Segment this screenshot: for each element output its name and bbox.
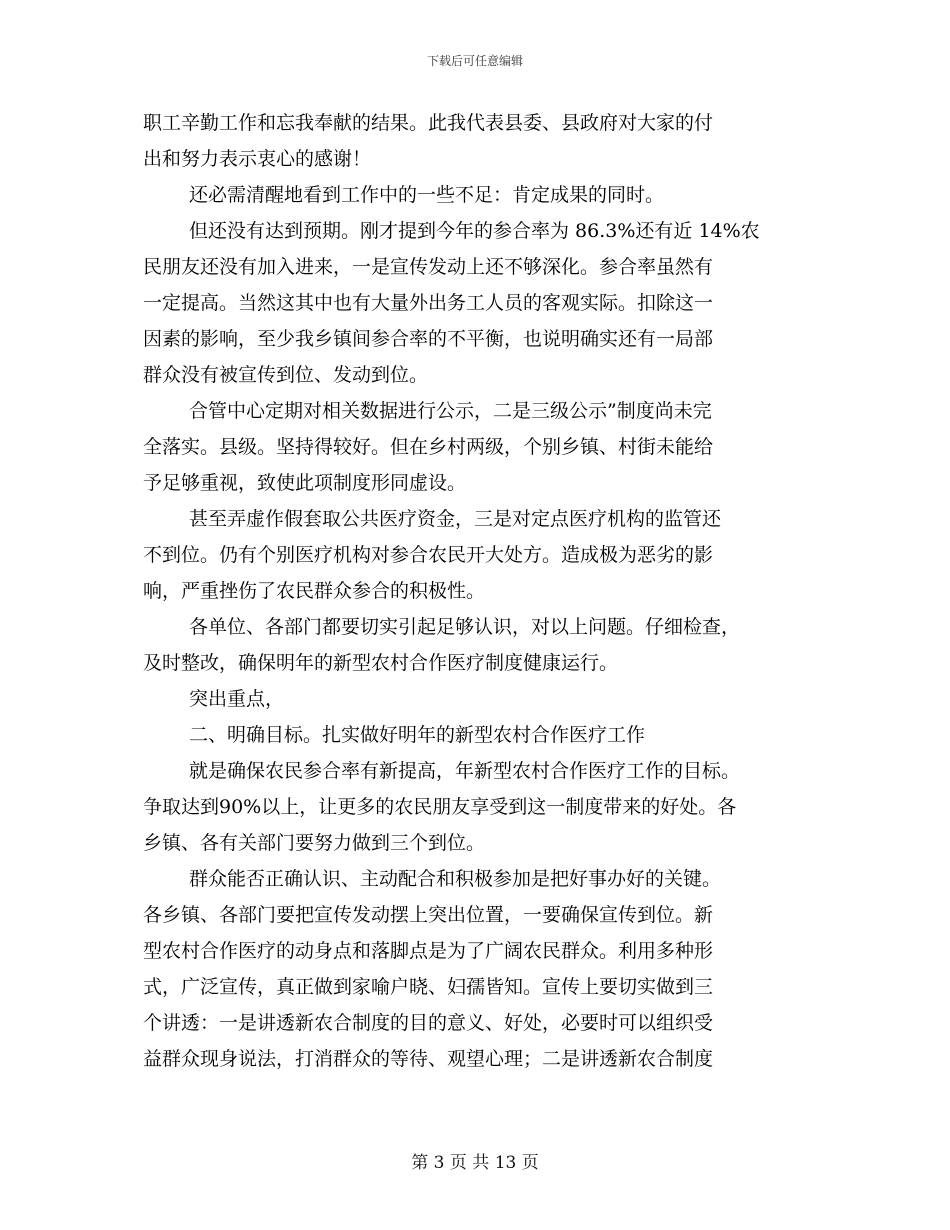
text-line: 型农村合作医疗的动身点和落脚点是为了广阔农民群众。利用多种形 (143, 940, 714, 962)
text-line: 响，严重挫伤了农民群众参合的积极性。 (143, 580, 486, 602)
text-line: 及时整改，确保明年的新型农村合作医疗制度健康运行。 (143, 652, 619, 674)
text-line: 但还没有达到预期。刚才提到今年的参合率为 86.3%还有近 14%农 (189, 220, 760, 242)
text-line: 群众没有被宣传到位、发动到位。 (143, 364, 429, 386)
text-line: 甚至弄虚作假套取公共医疗资金，三是对定点医疗机构的监管还 (189, 508, 722, 530)
document-body (143, 105, 807, 1077)
text-line: 式，广泛宣传，真正做到家喻户晓、妇孺皆知。宣传上要切实做到三 (143, 976, 714, 998)
text-line: 各单位、各部门都要切实引起足够认识，对以上问题。仔细检查， (189, 616, 741, 638)
text-line: 予足够重视，致使此项制度形同虚设。 (143, 472, 467, 494)
text-line: 益群众现身说法，打消群众的等待、观望心理；二是讲透新农合制度 (143, 1048, 714, 1070)
text-line: 二、明确目标。扎实做好明年的新型农村合作医疗工作 (189, 724, 646, 746)
text-line: 民朋友还没有加入进来，一是宣传发动上还不够深化。参合率虽然有 (143, 256, 714, 278)
text-line: 争取达到90%以上，让更多的农民朋友享受到这一制度带来的好处。各 (143, 796, 737, 818)
text-line: 群众能否正确认识、主动配合和积极参加是把好事办好的关键。 (189, 868, 722, 890)
text-line: 一定提高。当然这其中也有大量外出务工人员的客观实际。扣除这一 (143, 292, 714, 314)
text-line: 出和努力表示衷心的感谢！ (143, 148, 372, 170)
page-number: 第 3 页 共 13 页 (411, 1153, 539, 1173)
text-line: 因素的影响，至少我乡镇间参合率的不平衡，也说明确实还有一局部 (143, 328, 714, 350)
text-line: 合管中心定期对相关数据进行公示，二是三级公示”制度尚未完 (189, 400, 712, 422)
text-line: 就是确保农民参合率有新提高，年新型农村合作医疗工作的目标。 (189, 760, 741, 782)
text-line: 乡镇、各有关部门要努力做到三个到位。 (143, 832, 486, 854)
text-line: 全落实。县级。坚持得较好。但在乡村两级，个别乡镇、村街未能给 (143, 436, 714, 458)
text-line: 还必需清醒地看到工作中的一些不足：肯定成果的同时。 (189, 184, 665, 206)
text-line: 不到位。仍有个别医疗机构对参合农民开大处方。造成极为恶劣的影 (143, 544, 714, 566)
page-header-note: 下载后可任意编辑 (426, 54, 523, 68)
text-line: 各乡镇、各部门要把宣传发动摆上突出位置，一要确保宣传到位。新 (143, 904, 714, 926)
text-line: 个讲透：一是讲透新农合制度的目的意义、好处，必要时可以组织受 (143, 1012, 714, 1034)
text-line: 突出重点， (189, 688, 285, 710)
text-line: 职工辛勤工作和忘我奉献的结果。此我代表县委、县政府对大家的付 (143, 112, 714, 134)
